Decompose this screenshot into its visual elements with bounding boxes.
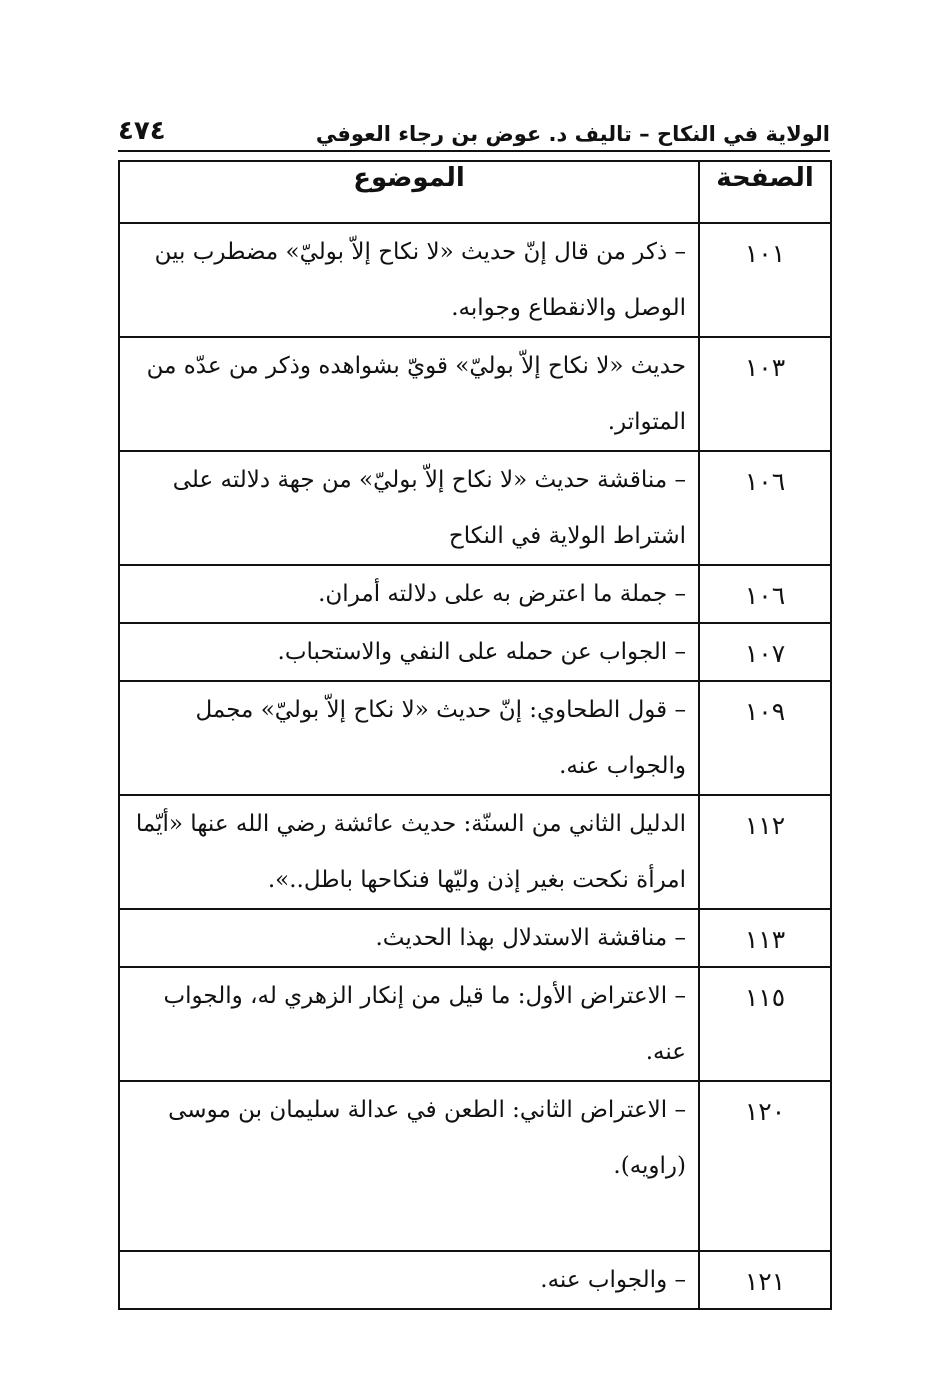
row-topic: – الاعتراض الأول: ما قيل من إنكار الزهري له، والجواب عنه. [119, 967, 699, 1081]
row-page: ١٠٩ [699, 681, 831, 795]
table-row [119, 337, 831, 451]
table-row [119, 1251, 831, 1309]
table-row [119, 795, 831, 909]
row-page: ١٠٧ [699, 623, 831, 681]
row-topic: – والجواب عنه. [119, 1251, 699, 1309]
table-row [119, 967, 831, 1081]
table-row [119, 681, 831, 795]
row-page: ١٠١ [699, 223, 831, 337]
row-page: ١٢٠ [699, 1081, 831, 1251]
row-topic: الدليل الثاني من السنّة: حديث عائشة رضي الله عنها «أيّما امرأة نكحت بغير إذن وليّها فنكاحها باطل..». [119, 795, 699, 909]
column-header-page: الصفحة [699, 161, 831, 223]
table-row [119, 565, 831, 623]
row-topic: – ذكر من قال إنّ حديث «لا نكاح إلاّ بوليّ» مضطرب بين الوصل والانقطاع وجوابه. [119, 223, 699, 337]
table-row [119, 1081, 831, 1251]
table-row [119, 909, 831, 967]
row-page: ١١٥ [699, 967, 831, 1081]
row-page: ١٠٦ [699, 565, 831, 623]
page-number: ٤٧٤ [118, 116, 166, 146]
row-topic: – مناقشة حديث «لا نكاح إلاّ بوليّ» من جهة دلالته على اشتراط الولاية في النكاح [119, 451, 699, 565]
row-topic: – الاعتراض الثاني: الطعن في عدالة سليمان بن موسى (راويه). [119, 1081, 699, 1251]
table-header-row [119, 161, 831, 223]
book-title: الولاية في النكاح – تاليف د. عوض بن رجاء العوفي [315, 122, 830, 146]
table-row [119, 623, 831, 681]
row-page: ١١٣ [699, 909, 831, 967]
row-page: ١١٢ [699, 795, 831, 909]
row-topic: – قول الطحاوي: إنّ حديث «لا نكاح إلاّ بوليّ» مجمل والجواب عنه. [119, 681, 699, 795]
table-row [119, 223, 831, 337]
row-topic: حديث «لا نكاح إلاّ بوليّ» قويّ بشواهده وذكر من عدّه من المتواتر. [119, 337, 699, 451]
row-topic: – مناقشة الاستدلال بهذا الحديث. [119, 909, 699, 967]
row-page: ١٢١ [699, 1251, 831, 1309]
table-row [119, 451, 831, 565]
contents-table [118, 160, 832, 1310]
row-page: ١٠٣ [699, 337, 831, 451]
row-page: ١٠٦ [699, 451, 831, 565]
row-topic: – الجواب عن حمله على النفي والاستحباب. [119, 623, 699, 681]
column-header-topic: الموضوع [119, 161, 699, 223]
row-topic: – جملة ما اعترض به على دلالته أمران. [119, 565, 699, 623]
running-header [118, 112, 830, 152]
